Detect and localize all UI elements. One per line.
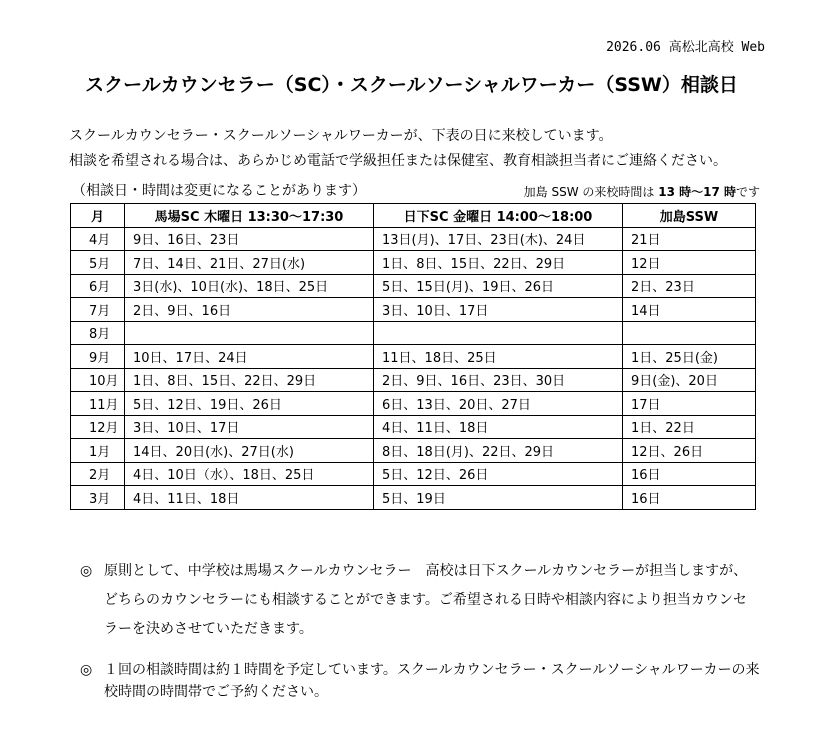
document-meta: 2026.06 高松北高校 Web (606, 40, 765, 55)
baba-sc-cell: 1日、8日、15日、22日、29日 (125, 368, 374, 392)
schedule-body (71, 227, 756, 509)
month-cell: 11月 (71, 392, 125, 416)
kashima-ssw-cell: 16日 (623, 486, 756, 510)
intro-line: スクールカウンセラー・スクールソーシャルワーカーが、下表の日に来校しています。 (69, 128, 613, 144)
bullet-mark: ◎ (80, 662, 93, 678)
kusaka-sc-cell (374, 321, 623, 345)
kusaka-sc-cell: 8日、18日(月)、22日、29日 (374, 439, 623, 463)
month-cell: 2月 (71, 462, 125, 486)
kashima-ssw-cell (623, 321, 756, 345)
page-title: スクールカウンセラー（SC）・スクールソーシャルワーカー（SSW）相談日 (85, 74, 738, 96)
table-row (71, 274, 756, 298)
kashima-ssw-cell: 9日(金)、20日 (623, 368, 756, 392)
table-row (71, 368, 756, 392)
header-baba-sc: 馬場SC 木曜日 13:30～17:30 (125, 204, 374, 228)
baba-sc-cell: 5日、12日、19日、26日 (125, 392, 374, 416)
baba-sc-cell: 3日、10日、17日 (125, 415, 374, 439)
kusaka-sc-cell: 6日、13日、20日、27日 (374, 392, 623, 416)
table-row (71, 392, 756, 416)
header-month: 月 (71, 204, 125, 228)
month-cell: 9月 (71, 345, 125, 369)
month-cell: 12月 (71, 415, 125, 439)
bullet-mark: ◎ (80, 563, 93, 579)
baba-sc-cell: 9日、16日、23日 (125, 227, 374, 251)
intro-line: 相談を希望される場合は、あらかじめ電話で学級担任または保健室、教育相談担当者にご連絡ください。 (69, 153, 727, 169)
baba-sc-cell: 10日、17日、24日 (125, 345, 374, 369)
header-kashima-ssw: 加島SSW (623, 204, 756, 228)
table-row (71, 462, 756, 486)
table-row (71, 321, 756, 345)
header-kusaka-sc: 日下SC 金曜日 14:00～18:00 (374, 204, 623, 228)
baba-sc-cell: 7日、14日、21日、27日(水) (125, 251, 374, 275)
month-cell: 5月 (71, 251, 125, 275)
table-row (71, 415, 756, 439)
baba-sc-cell: 4日、10日（水）、18日、25日 (125, 462, 374, 486)
kashima-ssw-cell: 1日、25日(金) (623, 345, 756, 369)
kusaka-sc-cell: 5日、19日 (374, 486, 623, 510)
table-row (71, 298, 756, 322)
notes-list (80, 557, 760, 703)
month-cell: 1月 (71, 439, 125, 463)
month-cell: 3月 (71, 486, 125, 510)
kusaka-sc-cell: 4日、11日、18日 (374, 415, 623, 439)
table-row (71, 251, 756, 275)
month-cell: 8月 (71, 321, 125, 345)
kashima-ssw-cell: 21日 (623, 227, 756, 251)
baba-sc-cell (125, 321, 374, 345)
table-header-row (71, 204, 756, 228)
kusaka-sc-cell: 5日、12日、26日 (374, 462, 623, 486)
schedule-change-note: （相談日・時間は変更になることがあります） (72, 183, 366, 199)
kashima-ssw-cell: 17日 (623, 392, 756, 416)
list-item (80, 659, 760, 703)
list-item (80, 557, 760, 644)
table-row (71, 486, 756, 510)
table-row (71, 227, 756, 251)
ssw-hours-note-pre: 加島 SSW の来校時間は (523, 185, 659, 199)
month-cell: 4月 (71, 227, 125, 251)
kusaka-sc-cell: 5日、15日(月)、19日、26日 (374, 274, 623, 298)
kusaka-sc-cell: 3日、10日、17日 (374, 298, 623, 322)
bullet-text: 原則として、中学校は馬場スクールカウンセラー 高校は日下スクールカウンセラーが担当しますが、どちらのカウンセラーにも相談することができます。ご希望される日時や相談内容により担当カウンセラーを決めさせていただきます。 (104, 563, 748, 637)
baba-sc-cell: 2日、9日、16日 (125, 298, 374, 322)
kashima-ssw-cell: 14日 (623, 298, 756, 322)
kashima-ssw-cell: 16日 (623, 462, 756, 486)
bullet-text: １回の相談時間は約１時間を予定しています。スクールカウンセラー・スクールソーシャルワーカーの来校時間の時間帯でご予約ください。 (104, 662, 760, 700)
intro (69, 124, 727, 174)
baba-sc-cell: 14日、20日(水)、27日(水) (125, 439, 374, 463)
kusaka-sc-cell: 1日、8日、15日、22日、29日 (374, 251, 623, 275)
kashima-ssw-cell: 12日、26日 (623, 439, 756, 463)
month-cell: 10月 (71, 368, 125, 392)
kashima-ssw-cell: 2日、23日 (623, 274, 756, 298)
table-row (71, 345, 756, 369)
kashima-ssw-cell: 12日 (623, 251, 756, 275)
kusaka-sc-cell: 2日、9日、16日、23日、30日 (374, 368, 623, 392)
kashima-ssw-cell: 1日、22日 (623, 415, 756, 439)
month-cell: 7月 (71, 298, 125, 322)
baba-sc-cell: 3日(水)、10日(水)、18日、25日 (125, 274, 374, 298)
month-cell: 6月 (71, 274, 125, 298)
ssw-hours-note-post: です (735, 185, 760, 199)
schedule-table (70, 203, 756, 510)
ssw-hours-note-time: 13 時～17 時 (658, 185, 736, 199)
baba-sc-cell: 4日、11日、18日 (125, 486, 374, 510)
kusaka-sc-cell: 13日(月)、17日、23日(木)、24日 (374, 227, 623, 251)
ssw-hours-note (524, 183, 760, 200)
kusaka-sc-cell: 11日、18日、25日 (374, 345, 623, 369)
table-row (71, 439, 756, 463)
